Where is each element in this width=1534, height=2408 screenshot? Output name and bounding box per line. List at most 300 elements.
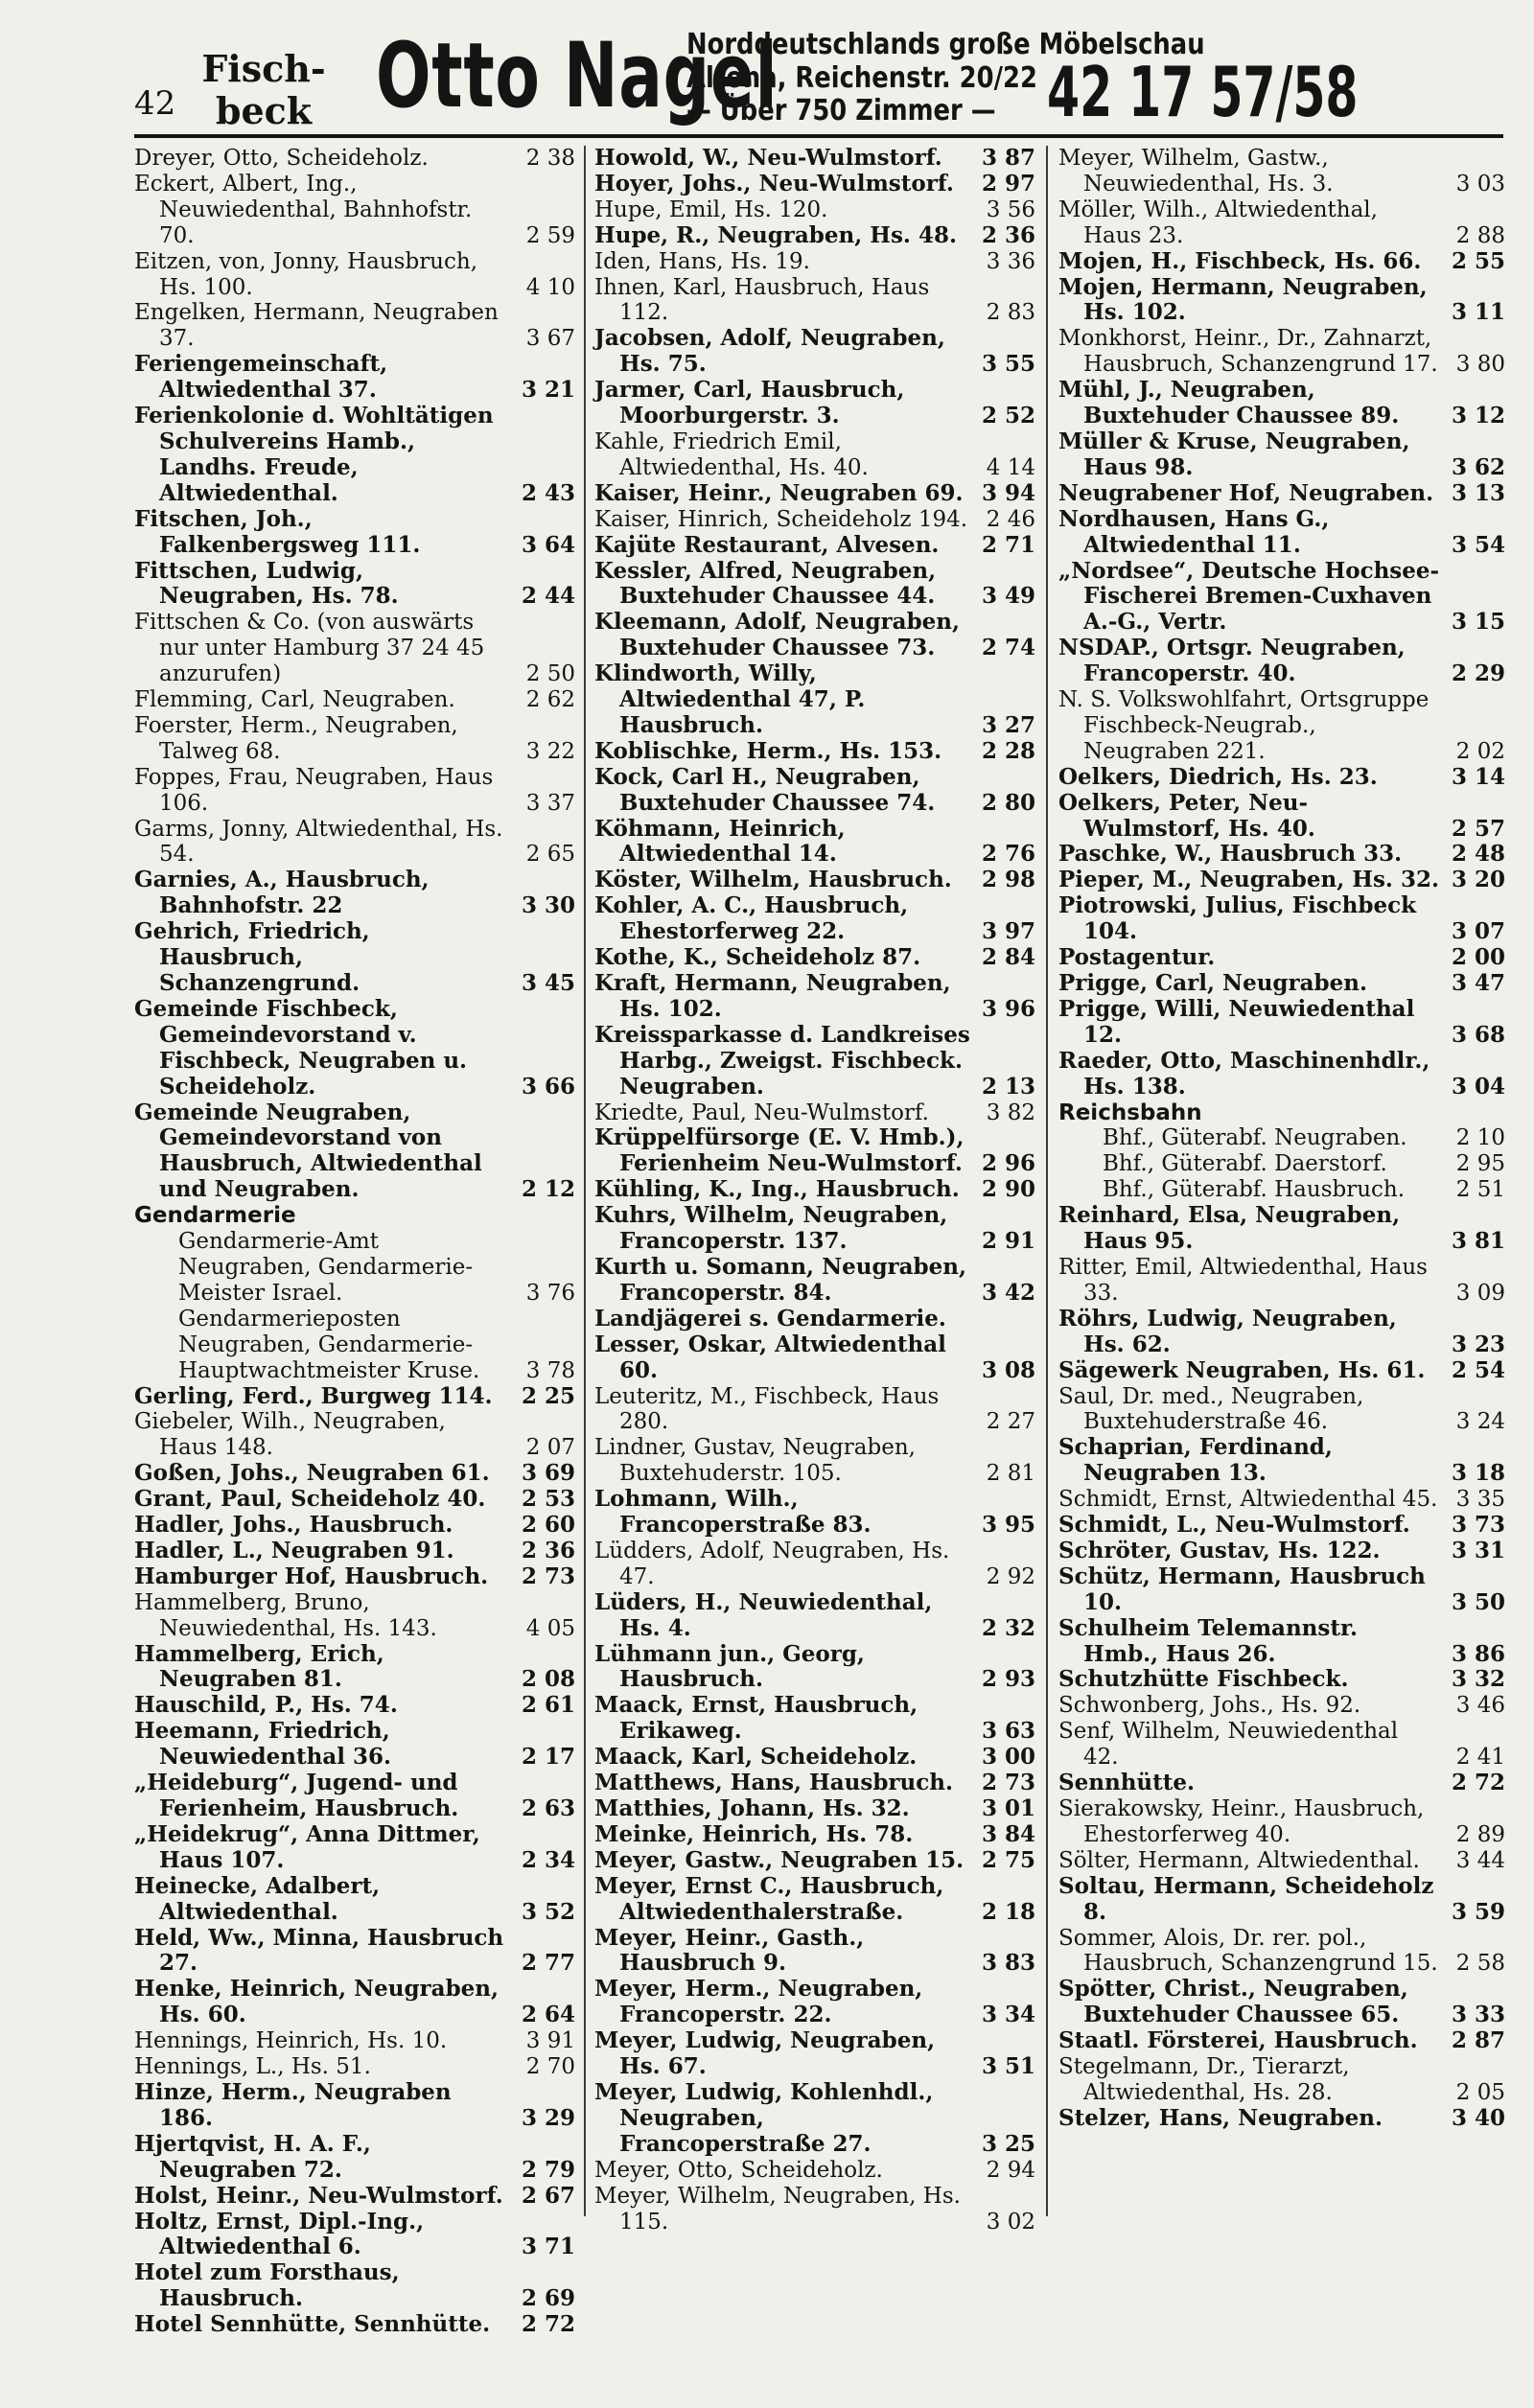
phone-number: 4 14	[986, 454, 1035, 480]
entry-name: Kock, Carl H., Neugraben, Buxtehuder Chaussee 74.	[594, 763, 936, 816]
page-header	[0, 0, 1534, 153]
phone-number: 3 52	[521, 1898, 575, 1925]
phone-number: 3 20	[1451, 867, 1505, 893]
entry-name: Kuhrs, Wilhelm, Neugraben, Francoperstr. 137.	[594, 1202, 948, 1255]
directory-entry	[134, 1924, 575, 1978]
phone-number: 2 74	[981, 635, 1035, 661]
phone-number: 3 97	[981, 918, 1035, 945]
phone-number: 3 83	[981, 1950, 1035, 1977]
directory-entry	[594, 557, 1035, 611]
phone-number: 2 81	[986, 1461, 1035, 1487]
phone-number: 2 52	[981, 403, 1035, 429]
entry-name: Hupe, R., Neugraben, Hs. 48.	[594, 221, 957, 248]
directory-entry	[594, 1846, 1035, 1874]
directory-entry	[134, 505, 575, 559]
directory-entry	[594, 170, 1035, 197]
page-number: 42	[134, 84, 176, 123]
directory-entry	[134, 2054, 575, 2080]
directory-entry	[134, 146, 575, 172]
directory-entry	[594, 377, 1035, 429]
entry-name: Meyer, Herm., Neugraben, Francoperstr. 22.	[594, 1976, 923, 2028]
directory-entry	[134, 712, 575, 765]
phone-number: 2 60	[521, 1512, 575, 1539]
phone-number: 2 97	[981, 170, 1035, 197]
directory-entry	[1058, 1796, 1505, 1848]
phone-number: 2 12	[521, 1176, 575, 1203]
directory-entry	[134, 610, 575, 687]
phone-number: 2 83	[986, 300, 1035, 326]
directory-entry	[134, 1770, 575, 1822]
entry-name: Schwonberg, Johs., Hs. 92.	[1058, 1693, 1361, 1719]
entry-name: Hamburger Hof, Hausbruch.	[134, 1563, 489, 1589]
directory-entry	[594, 1100, 1035, 1126]
phone-number: 3 22	[525, 738, 575, 764]
phone-number: 3 69	[521, 1460, 575, 1487]
entry-name: Heinecke, Adalbert, Altwiedenthal.	[134, 1872, 381, 1925]
entry-name: Klindworth, Willy, Altwiedenthal 47, P. Hausbruch.	[594, 660, 866, 738]
entry-name: Röhrs, Ludwig, Neugraben, Hs. 62.	[1058, 1305, 1397, 1357]
phone-number: 2 48	[1451, 841, 1505, 868]
entry-name: Staatl. Försterei, Hausbruch.	[1058, 2027, 1418, 2054]
header-rule	[134, 134, 1503, 138]
entry-name: Sennhütte.	[1058, 1770, 1196, 1796]
directory-entry	[134, 1589, 575, 1642]
directory-entry	[178, 1307, 575, 1384]
entry-name: „Nordsee“, Deutsche Hochsee-Fischerei Bremen-Cuxhaven A.-G., Vertr.	[1058, 557, 1440, 636]
directory-entry	[594, 944, 1035, 971]
directory-entry	[1058, 2104, 1505, 2132]
phone-number: 2 54	[1451, 1356, 1505, 1383]
entry-name: Hammelberg, Erich, Neugraben 81.	[134, 1640, 384, 1693]
directory-entry	[594, 1976, 1035, 2028]
phone-number: 3 96	[981, 995, 1035, 1022]
directory-entry	[1058, 867, 1505, 893]
directory-entry	[1058, 1872, 1505, 1926]
directory-entry	[594, 1435, 1035, 1487]
entry-name: NSDAP., Ortsgr. Neugraben, Francoperstr. 40.	[1058, 635, 1406, 687]
entry-name: Garnies, A., Hausbruch, Bahnhofstr. 22	[134, 867, 430, 919]
phone-number: 2 36	[521, 1537, 575, 1563]
phone-number: 3 64	[521, 531, 575, 558]
phone-number: 2 53	[521, 1486, 575, 1513]
phone-number: 3 66	[521, 1073, 575, 1100]
directory-entry	[1058, 1254, 1505, 1307]
advert-line-1: Norddeutschlands große Möbelschau	[686, 28, 1205, 61]
phone-number: 3 47	[1451, 970, 1505, 996]
entry-name: Hennings, L., Hs. 51.	[134, 2054, 371, 2080]
phone-number: 3 04	[1451, 1073, 1505, 1100]
entry-name: Meyer, Wilhelm, Neugraben, Hs. 115.	[594, 2183, 961, 2234]
directory-entry	[134, 300, 575, 352]
phone-number: 3 13	[1451, 479, 1505, 506]
phone-number: 2 08	[521, 1666, 575, 1693]
entry-name: Maack, Ernst, Hausbruch, Erikaweg.	[594, 1692, 918, 1745]
directory-entry	[594, 660, 1035, 739]
entry-name: Matthies, Johann, Hs. 32.	[594, 1795, 910, 1821]
phone-number: 2 94	[986, 2157, 1035, 2183]
phone-number: 3 94	[981, 479, 1035, 506]
phone-number: 3 82	[986, 1100, 1035, 1125]
phone-number: 2 41	[1455, 1745, 1505, 1771]
phone-number: 3 29	[521, 2104, 575, 2131]
entry-name: Möller, Wilh., Altwiedenthal, Haus 23.	[1058, 197, 1378, 248]
entry-name: Holtz, Ernst, Dipl.-Ing., Altwiedenthal 6.	[134, 2208, 425, 2260]
column-divider	[584, 146, 586, 2216]
entry-name: Meinke, Heinrich, Hs. 78.	[594, 1820, 914, 1847]
directory-entry	[594, 325, 1035, 378]
directory-entry	[1058, 1356, 1505, 1384]
directory-entry	[594, 1176, 1035, 1203]
entry-name: Soltau, Hermann, Scheideholz 8.	[1058, 1872, 1434, 1925]
directory-entry	[594, 2183, 1035, 2235]
directory-entry	[134, 1718, 575, 1771]
phone-number: 3 54	[1451, 531, 1505, 558]
directory-entry	[594, 1538, 1035, 1590]
entry-name: Kriedte, Paul, Neu-Wulmstorf.	[594, 1100, 929, 1125]
directory-entry	[1058, 1202, 1505, 1255]
entry-name: Lüders, H., Neuwiedenthal, Hs. 4.	[594, 1588, 933, 1641]
phone-number: 3 44	[1455, 1847, 1505, 1873]
entry-name: Piotrowski, Julius, Fischbeck 104.	[1058, 892, 1417, 945]
phone-number: 3 62	[1451, 453, 1505, 480]
directory-entry	[594, 1253, 1035, 1307]
phone-number: 3 37	[525, 790, 575, 816]
phone-number: 3 81	[1451, 1228, 1505, 1255]
entry-name: Engelken, Hermann, Neugraben 37.	[134, 300, 499, 352]
phone-number: 2 10	[1455, 1125, 1505, 1151]
entry-name: Meyer, Gastw., Neugraben 15.	[594, 1846, 965, 1873]
phone-number: 3 80	[1455, 352, 1505, 378]
phone-number: 3 03	[1455, 171, 1505, 197]
directory-entry	[178, 1229, 575, 1307]
phone-number: 3 01	[981, 1795, 1035, 1821]
directory-entry	[134, 2182, 575, 2210]
directory-entry	[594, 1202, 1035, 1255]
entry-name: Krüppelfürsorge (E. V. Hmb.), Ferienheim Neu-Wulmstorf.	[594, 1124, 965, 1177]
entry-name: Koblischke, Herm., Hs. 153.	[594, 737, 942, 764]
entry-name: N. S. Volkswohlfahrt, Ortsgruppe Fischbeck-Neugrab., Neugraben 221.	[1058, 687, 1429, 764]
directory-entry	[134, 1537, 575, 1564]
phone-number: 2 36	[981, 221, 1035, 248]
entry-name: Oelkers, Peter, Neu-Wulmstorf, Hs. 40.	[1058, 789, 1315, 842]
entry-name: Sommer, Alois, Dr. rer. pol., Hausbruch, Schanzengrund 15.	[1058, 1925, 1438, 1977]
phone-number: 3 87	[981, 145, 1035, 171]
directory-entry	[1058, 505, 1505, 559]
entry-name: Foerster, Herm., Neugraben, Talweg 68.	[134, 712, 458, 764]
phone-number: 2 58	[1455, 1951, 1505, 1977]
entry-name: Hupe, Emil, Hs. 120.	[594, 197, 828, 222]
advert-phone: 42 17 57/58	[1047, 52, 1359, 132]
phone-number: 2 75	[981, 1846, 1035, 1873]
entry-name: Senf, Wilhelm, Neuwiedenthal 42.	[1058, 1719, 1399, 1771]
entry-name: Gemeinde Fischbeck, Gemeindevorstand v. Fischbeck, Neugraben u. Scheideholz.	[134, 995, 468, 1100]
phone-number: 3 56	[986, 197, 1035, 222]
phone-number: 2 13	[981, 1073, 1035, 1100]
directory-entry	[134, 171, 575, 249]
entry-name: Reinhard, Elsa, Neugraben, Haus 95.	[1058, 1202, 1401, 1255]
phone-number: 2 29	[1451, 660, 1505, 687]
entry-name: Giebeler, Wilh., Neugraben, Haus 148.	[134, 1409, 446, 1461]
entry-name: Foppes, Frau, Neugraben, Haus 106.	[134, 764, 494, 816]
phone-number: 3 00	[981, 1744, 1035, 1771]
entry-name: Mojen, H., Fischbeck, Hs. 66.	[1058, 247, 1422, 274]
directory-entry	[134, 1563, 575, 1590]
phone-number: 3 11	[1451, 299, 1505, 326]
entry-name: Flemming, Carl, Neugraben.	[134, 687, 455, 713]
directory-entry	[594, 1770, 1035, 1796]
directory-entry	[594, 1021, 1035, 1100]
entry-name: Gendarmerieposten Neugraben, Gendarmerie-Hauptwachtmeister Kruse.	[178, 1306, 480, 1383]
entry-name: Kühling, K., Ing., Hausbruch.	[594, 1176, 960, 1203]
directory-entry	[134, 687, 575, 713]
section-heading	[1058, 1100, 1505, 1126]
directory-entry	[594, 1872, 1035, 1926]
phone-number: 3 73	[1451, 1512, 1505, 1539]
directory-entry	[1058, 1563, 1505, 1616]
directory-entry	[594, 1795, 1035, 1822]
directory-entry	[1058, 247, 1505, 275]
phone-number: 3 18	[1451, 1460, 1505, 1487]
phone-number: 3 14	[1451, 763, 1505, 790]
directory-entry	[1058, 1434, 1505, 1487]
entry-name: Neugrabener Hof, Neugraben.	[1058, 479, 1434, 506]
phone-number: 3 78	[525, 1357, 575, 1383]
directory-entry	[134, 816, 575, 868]
phone-number: 2 73	[521, 1563, 575, 1589]
entry-name: Kurth u. Somann, Neugraben, Francoperstr. 84.	[594, 1253, 966, 1306]
directory-entry	[1103, 1151, 1505, 1177]
section-heading	[134, 1203, 575, 1229]
entry-name: Köhmann, Heinrich, Altwiedenthal 14.	[594, 815, 846, 868]
entry-name: Gendarmerie	[134, 1203, 296, 1229]
entry-name: Jacobsen, Adolf, Neugraben, Hs. 75.	[594, 325, 945, 378]
entry-name: „Heideburg“, Jugend- und Ferienheim, Hausbruch.	[134, 1770, 459, 1821]
entry-name: Stegelmann, Dr., Tierarzt, Altwiedenthal, Hs. 28.	[1058, 2054, 1350, 2105]
phone-number: 2 76	[981, 841, 1035, 868]
directory-entry	[1058, 1976, 1505, 2028]
entry-name: Bhf., Güterabf. Neugraben.	[1103, 1125, 1407, 1151]
phone-number: 3 46	[1455, 1693, 1505, 1719]
phone-number: 2 43	[521, 479, 575, 506]
phone-number: 2 73	[981, 1770, 1035, 1796]
phone-number: 3 35	[1455, 1487, 1505, 1513]
entry-name: Meyer, Otto, Scheideholz.	[594, 2157, 883, 2183]
directory-entry	[134, 2130, 575, 2184]
directory-entry	[1058, 763, 1505, 791]
entry-name: Schmidt, Ernst, Altwiedenthal 45.	[1058, 1487, 1438, 1513]
entry-name: Müller & Kruse, Neugraben, Haus 98.	[1058, 428, 1410, 480]
phone-number: 2 70	[525, 2054, 575, 2080]
directory-entry	[594, 892, 1035, 945]
directory-entry	[1058, 377, 1505, 429]
phone-number: 2 32	[981, 1614, 1035, 1641]
entry-name: Stelzer, Hans, Neugraben.	[1058, 2104, 1383, 2131]
directory-column-1	[134, 146, 575, 2338]
entry-name: Hotel zum Forsthaus, Hausbruch.	[134, 2259, 400, 2312]
directory-entry	[134, 1512, 575, 1539]
entry-name: Matthews, Hans, Hausbruch.	[594, 1770, 954, 1796]
directory-entry	[594, 2157, 1035, 2184]
directory-entry	[1058, 273, 1505, 327]
directory-entry	[1058, 326, 1505, 378]
entry-name: Meyer, Heinr., Gasth., Hausbruch 9.	[594, 1924, 865, 1977]
phone-number: 2 27	[986, 1409, 1035, 1435]
phone-number: 2 46	[986, 506, 1035, 532]
phone-number: 2 88	[1455, 222, 1505, 248]
directory-entry	[1058, 1719, 1505, 1771]
directory-column-2	[594, 145, 1035, 2234]
phone-number: 3 45	[521, 970, 575, 996]
phone-number: 3 33	[1451, 2002, 1505, 2028]
phone-number: 3 12	[1451, 403, 1505, 429]
phone-number: 2 28	[981, 737, 1035, 764]
directory-entry	[594, 1820, 1035, 1848]
entry-name: Kothe, K., Scheideholz 87.	[594, 944, 921, 971]
phone-number: 4 10	[525, 274, 575, 300]
directory-entry	[134, 1872, 575, 1926]
directory-entry	[594, 531, 1035, 559]
directory-entry	[594, 274, 1035, 327]
entry-name: Hadler, L., Neugraben 91.	[134, 1537, 454, 1563]
phone-number: 3 24	[1455, 1409, 1505, 1435]
directory-entry	[594, 1588, 1035, 1642]
entry-name: Oelkers, Diedrich, Hs. 23.	[1058, 763, 1378, 790]
entry-name: Leuteritz, M., Fischbeck, Haus 280.	[594, 1383, 940, 1435]
directory-entry	[134, 351, 575, 404]
phone-number: 3 21	[521, 377, 575, 404]
phone-number: 2 96	[981, 1150, 1035, 1177]
entry-name: Schmidt, L., Neu-Wulmstorf.	[1058, 1512, 1410, 1539]
entry-name: Gendarmerie-Amt Neugraben, Gendarmerie-Meister Israel.	[178, 1229, 474, 1306]
phone-number: 3 31	[1451, 1537, 1505, 1563]
directory-entry	[1058, 428, 1505, 481]
phone-number: 2 67	[521, 2182, 575, 2209]
directory-entry	[1058, 687, 1505, 765]
directory-entry	[134, 1640, 575, 1694]
phone-number: 2 98	[981, 867, 1035, 893]
directory-entry	[594, 609, 1035, 661]
phone-number: 3 25	[981, 2130, 1035, 2157]
phone-number: 3 32	[1451, 1666, 1505, 1693]
phone-number: 2 72	[521, 2311, 575, 2338]
directory-entry	[594, 248, 1035, 275]
place-line-1: Fisch-	[201, 47, 326, 90]
entry-name: Schulheim Telemannstr. Hmb., Haus 26.	[1058, 1614, 1358, 1667]
directory-entry	[1058, 995, 1505, 1049]
directory-entry	[1058, 892, 1505, 945]
directory-entry	[134, 2208, 575, 2261]
directory-entry	[594, 1640, 1035, 1694]
directory-entry	[134, 557, 575, 611]
phone-number: 2 93	[981, 1666, 1035, 1693]
phone-number: 2 84	[981, 944, 1035, 971]
entry-name: Heemann, Friedrich, Neuwiedenthal 36.	[134, 1718, 391, 1771]
directory-entry	[1058, 1383, 1505, 1436]
entry-name: Paschke, W., Hausbruch 33.	[1058, 841, 1403, 868]
advert-line-3: — Über 750 Zimmer —	[686, 94, 996, 127]
entry-name: Meyer, Ludwig, Kohlenhdl., Neugraben, Francoperstraße 27.	[594, 2078, 934, 2157]
entry-name: Kahle, Friedrich Emil, Altwiedenthal, Hs. 40.	[594, 428, 869, 480]
entry-name: Landjägerei s. Gendarmerie.	[594, 1305, 946, 1331]
directory-entry	[134, 2259, 575, 2312]
directory-entry	[134, 2028, 575, 2054]
phone-number: 2 51	[1455, 1177, 1505, 1203]
entry-name: Lühmann jun., Georg, Hausbruch.	[594, 1640, 865, 1693]
phone-number: 2 38	[525, 146, 575, 171]
entry-name: Pieper, M., Neugraben, Hs. 32.	[1058, 867, 1439, 893]
entry-name: Sierakowsky, Heinr., Hausbruch, Ehestorferweg 40.	[1058, 1796, 1425, 1847]
directory-entry	[134, 1692, 575, 1719]
entry-name: Iden, Hans, Hs. 19.	[594, 248, 810, 274]
entry-name: Sölter, Hermann, Altwiedenthal.	[1058, 1847, 1420, 1873]
directory-entry	[594, 1692, 1035, 1745]
directory-entry	[134, 403, 575, 507]
phone-number: 3 59	[1451, 1898, 1505, 1925]
directory-entry	[1103, 1125, 1505, 1151]
phone-number: 2 50	[525, 661, 575, 687]
entry-name: Kaiser, Heinr., Neugraben 69.	[594, 479, 964, 506]
entry-name: Ferienkolonie d. Wohltätigen Schulvereins Hamb., Landhs. Freude, Altwiedenthal.	[134, 403, 494, 506]
place-line-2: beck	[215, 89, 313, 132]
directory-entry	[1103, 1177, 1505, 1203]
directory-entry	[594, 1305, 1035, 1332]
directory-entry	[594, 221, 1035, 249]
entry-name: Dreyer, Otto, Scheideholz.	[134, 146, 429, 171]
directory-entry	[594, 1331, 1035, 1384]
entry-name: Schütz, Hermann, Hausbruch 10.	[1058, 1563, 1426, 1615]
phone-number: 3 42	[981, 1279, 1035, 1306]
entry-name: Eitzen, von, Jonny, Hausbruch, Hs. 100.	[134, 248, 478, 300]
directory-entry	[594, 867, 1035, 893]
entry-name: Ritter, Emil, Altwiedenthal, Haus 33.	[1058, 1254, 1428, 1306]
entry-name: Mühl, J., Neugraben, Buxtehuder Chaussee 89.	[1058, 377, 1400, 429]
phone-number: 3 95	[981, 1512, 1035, 1539]
phone-number: 3 55	[981, 351, 1035, 378]
directory-entry	[1058, 635, 1505, 687]
phone-number: 2 69	[521, 2285, 575, 2312]
entry-name: Garms, Jonny, Altwiedenthal, Hs. 54.	[134, 816, 503, 868]
phone-number: 3 27	[981, 711, 1035, 738]
phone-number: 3 08	[981, 1356, 1035, 1383]
directory-entry	[594, 815, 1035, 868]
advert-brand: Otto Nagel	[376, 24, 779, 128]
entry-name: Fittschen, Ludwig, Neugraben, Hs. 78.	[134, 557, 399, 610]
directory-entry	[594, 970, 1035, 1023]
directory-entry	[594, 1486, 1035, 1539]
phone-number: 2 44	[521, 583, 575, 610]
entry-name: Schutzhütte Fischbeck.	[1058, 1666, 1349, 1693]
directory-entry	[134, 1486, 575, 1513]
entry-name: Lohmann, Wilh., Francoperstraße 83.	[594, 1486, 872, 1539]
phone-number: 4 05	[525, 1615, 575, 1641]
directory-entry	[1058, 479, 1505, 507]
directory-entry	[1058, 970, 1505, 997]
entry-name: Kessler, Alfred, Neugraben, Buxtehuder Chaussee 44.	[594, 557, 937, 610]
phone-number: 3 50	[1451, 1588, 1505, 1615]
phone-number: 2 00	[1451, 944, 1505, 971]
directory-entry	[134, 1460, 575, 1487]
directory-entry	[1058, 1770, 1505, 1796]
phone-number: 2 79	[521, 2156, 575, 2183]
directory-entry	[1058, 197, 1505, 249]
entry-name: Fittschen & Co. (von auswärts nur unter Hamburg 37 24 45 anzurufen)	[134, 610, 485, 687]
directory-entry	[1058, 1666, 1505, 1693]
entry-name: Monkhorst, Heinr., Dr., Zahnarzt, Hausbruch, Schanzengrund 17.	[1058, 326, 1438, 378]
phone-number: 2 05	[1455, 2079, 1505, 2105]
entry-name: Kraft, Hermann, Neugraben, Hs. 102.	[594, 970, 951, 1022]
directory-entry	[134, 995, 575, 1100]
phone-number: 2 34	[521, 1846, 575, 1873]
